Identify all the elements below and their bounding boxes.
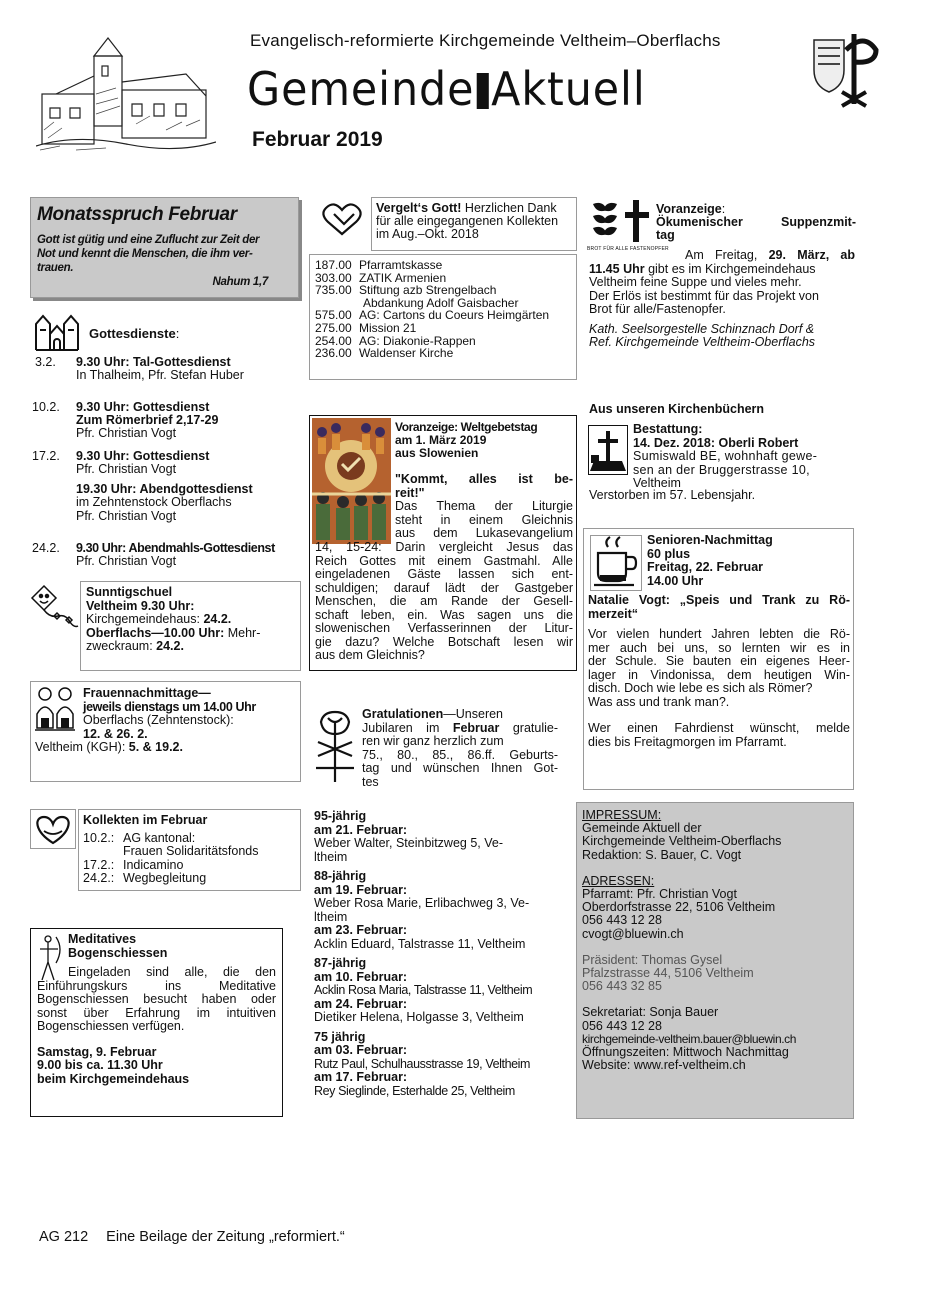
gratulationen-intro: [362, 708, 558, 789]
kollekten-item: [83, 872, 300, 886]
kite-icon: [30, 582, 80, 632]
weltgebetstag-date: am 1. März 2019: [395, 433, 487, 447]
jubilare-date: am 03. Februar:: [314, 1043, 408, 1057]
service-line: 19.30 Uhr: Abendgottesdienst: [76, 482, 253, 496]
senioren-text: [588, 628, 850, 749]
senioren-topic-line: Natalie Vogt: „Speis und Trank zu Rö-: [588, 593, 850, 607]
vergelts-amount: 275.00: [315, 320, 352, 335]
gratulationen-heading: Gratulationen: [362, 707, 444, 721]
bogen-body-line: Bogenschiessen besucht haben oder: [37, 992, 276, 1006]
suppen-date: 29. März, ab: [768, 248, 855, 262]
kirchenbuch-line: Veltheim: [633, 476, 681, 490]
praesident-line: Pfalzstrasse 44, 5106 Veltheim: [582, 966, 754, 981]
sonntagschule-heading: Sunntigschuel: [86, 585, 173, 599]
suppen-line: [589, 249, 855, 263]
gratulationen-line: [362, 722, 558, 736]
suppen-line: [589, 263, 855, 277]
title-aktuell: Aktuell: [491, 62, 646, 116]
kollekten-box: [78, 809, 301, 891]
jubilare-name: Rey Sieglinde, Esterhalde 25, Veltheim: [314, 1083, 515, 1098]
gratulationen-month: Februar: [452, 720, 500, 735]
sonntagschule-box: [80, 581, 301, 671]
senioren-line: Vor vielen hundert Jahren lebten die Rö-: [588, 627, 850, 641]
parish-name: Evangelisch-reformierte Kirchgemeinde Veltheim–Oberflachs: [250, 31, 721, 50]
senioren-topic-line: merzeit“: [588, 606, 639, 621]
vergelts-amount: 303.00: [315, 270, 352, 285]
vergelts-text: Pfarramtskasse: [359, 258, 443, 272]
vergelts-header-box: [371, 197, 577, 251]
impressum-line: Kirchgemeinde Veltheim-Oberflachs: [582, 834, 782, 849]
weltgebetstag-quote: [395, 473, 573, 500]
jubilare-name: Acklin Rosa Maria, Talstrasse 11, Veltheim: [314, 983, 533, 997]
vergelts-text: AG: Cartons du Coeurs Heimgärten: [359, 308, 550, 323]
sonntagschule-date: 24.2.: [156, 639, 184, 653]
title-gemeinde: Gemeinde: [247, 62, 475, 116]
women-icon: [33, 684, 77, 734]
kollekten-item: [83, 832, 300, 846]
kollekten-item: [83, 845, 300, 859]
impressum-box: [576, 802, 854, 1119]
weltgebetstag-line: Das Thema der Liturgie: [395, 499, 573, 513]
vergelts-text: Waldenser Kirche: [359, 346, 454, 361]
verse-line: trauen.: [37, 262, 74, 274]
weltgebetstag-artwork: [312, 418, 391, 544]
bogen-heading: Meditatives: [68, 932, 137, 946]
service-line: im Zehntenstock Oberflachs: [76, 495, 232, 509]
senioren-line: Was ass und trank man?.: [588, 694, 730, 709]
suppen-line: Brot für alle/Fastenopfer.: [589, 302, 726, 316]
kollekten-date: 17.2.:: [83, 857, 115, 872]
weltgebetstag-box: [309, 415, 577, 671]
recycle-hands-icon: [318, 198, 370, 242]
church-icon: [34, 314, 80, 352]
weltgebetstag-body-top: [395, 500, 573, 541]
bogen-body-line: Eingeladen sind alle, die den: [68, 965, 276, 979]
sonntagschule-text: Mehr-: [224, 625, 261, 640]
gottesdienste-title: Gottesdienste: [89, 326, 176, 341]
kollekten-text: AG kantonal:: [123, 830, 196, 845]
title-bar: [476, 73, 488, 109]
bogen-heading: Bogenschiessen: [68, 945, 168, 960]
jubilare-name: Rutz Paul, Schulhausstrasse 19, Veltheim: [314, 1056, 531, 1071]
senioren-sub: 60 plus: [647, 546, 691, 561]
verse-line: Not und kennt die Menschen, die ihm ver-: [37, 248, 253, 260]
sekretariat-phone: 056 443 12 28: [582, 1018, 662, 1033]
monatsspruch-box: [30, 197, 299, 298]
jubilare-name: Weber Rosa Marie, Erlibachweg 3, Ve-: [314, 896, 530, 910]
newsletter-title: [247, 64, 646, 114]
frauen-line: jeweils dienstags um 14.00 Uhr: [83, 699, 256, 714]
jubilare-name: Acklin Eduard, Talstrasse 11, Veltheim: [314, 936, 526, 951]
vergelts-intro: Herzlichen Dank: [461, 201, 557, 215]
sonntagschule-line: [86, 640, 300, 654]
bogen-when: beim Kirchgemeindehaus: [37, 1071, 190, 1086]
weltgebetstag-line: aus dem Lukasevangelium: [395, 526, 573, 540]
sekretariat-website[interactable]: Website: www.ref-veltheim.ch: [582, 1058, 746, 1073]
pfarramt-email[interactable]: cvogt@bluewin.ch: [582, 926, 684, 941]
kollekten-item: [83, 859, 300, 873]
gottesdienste-colon: :: [175, 326, 180, 341]
jubilare-list: [314, 810, 560, 1098]
pfarramt-line: Oberdorfstrasse 22, 5106 Veltheim: [582, 900, 776, 915]
jubilare-name: ltheim: [314, 849, 348, 864]
frauen-line: Oberflachs (Zehntenstock):: [83, 713, 234, 727]
kirchenbuch-heading: Aus unseren Kirchenbüchern: [589, 402, 765, 416]
monatsspruch-reference: Nahum 1,7: [212, 276, 268, 288]
sonntagschule-place: Oberflachs—10.00 Uhr:: [86, 625, 225, 640]
vergelts-list-box: [309, 254, 577, 380]
jubilare-date: am 24. Februar:: [314, 996, 408, 1011]
senioren-box: [583, 528, 854, 790]
service-line: Zum Römerbrief 2,17-29: [76, 413, 219, 427]
service-line: Pfr. Christian Vogt: [76, 426, 177, 440]
frauen-dates: 5. & 19.2.: [128, 740, 183, 754]
frauen-heading: Frauennachmittage—: [83, 686, 211, 700]
kirchenbuch-line: sen an der Bruggerstrasse 10,: [633, 462, 810, 477]
jubilare-age: 95-jährig: [314, 809, 367, 823]
sekretariat-line: Sekretariat: Sonja Bauer: [582, 1005, 719, 1020]
suppen-line: Der Erlös ist bestimmt für das Projekt von: [589, 288, 819, 303]
senioren-title: Senioren-Nachmittag: [647, 533, 773, 547]
gratulationen-text: gratulie-: [499, 720, 558, 735]
kollekten-date: 24.2.:: [83, 871, 115, 885]
issue-month: Februar 2019: [252, 128, 383, 151]
bogen-when: 9.00 bis ca. 11.30 Uhr: [37, 1058, 163, 1072]
vergelts-line: im Aug.–Okt. 2018: [376, 227, 479, 241]
weltgebetstag-quote-line: "Kommt, alles ist be-: [395, 472, 573, 486]
jubilare-age: 88-jährig: [314, 869, 367, 883]
senioren-line: der Schule. Sie bauten ein eigenes Heer-: [588, 654, 850, 668]
vergelts-amount: 735.00: [315, 283, 352, 298]
weltgebetstag-title: Voranzeige: Weltgebetstag: [395, 420, 538, 434]
monatsspruch-heading: Monatsspruch Februar: [37, 204, 237, 225]
bogen-when: Samstag, 9. Februar: [37, 1044, 157, 1059]
pfarramt-line: Pfarramt: Pfr. Christian Vogt: [582, 887, 737, 902]
vergelts-item: [315, 347, 576, 360]
service-line: Pfr. Christian Vogt: [76, 509, 177, 523]
kirchenbuch-line: Sumiswald BE, wohnhaft gewe-: [633, 449, 818, 463]
suppen-body: [589, 249, 855, 350]
senioren-time: 14.00 Uhr: [647, 573, 704, 588]
suppen-colon: :: [721, 202, 726, 216]
vergelts-heading: Vergelt‘s Gott!: [376, 201, 462, 215]
senioren-line: lager in Vindonissa, dem heutigen Win-: [588, 667, 850, 682]
frauen-box: [30, 681, 301, 782]
pfarramt-phone: 056 443 12 28: [582, 913, 662, 928]
senioren-line: mer auch bei uns, so lernten wir es in: [588, 640, 850, 655]
service-date: 3.2.: [35, 355, 56, 369]
archer-icon: [34, 933, 62, 985]
footer-code: AG 212: [39, 1229, 89, 1245]
adressen-heading: ADRESSEN:: [582, 873, 655, 888]
kollekten-text: Indicamino: [123, 857, 184, 872]
jubilare-date: am 19. Februar:: [314, 882, 408, 897]
footer: [39, 1229, 345, 1245]
verse-line: Gott ist gütig und eine Zuflucht zur Zeit der: [37, 234, 260, 246]
weltgebetstag-line: slowenischen Verfasserinnen der Litur-: [315, 621, 573, 635]
brot-fuer-alle-text: BROT FÜR ALLE FASTENOPFER: [587, 246, 669, 252]
gratulationen-line: tes: [362, 774, 379, 789]
suppen-heading-line: tag: [656, 228, 675, 242]
jubilare-name: Dietiker Helena, Holgasse 3, Veltheim: [314, 1010, 524, 1024]
senioren-line: disch. Doch wie lebe es sich als Römer?: [588, 681, 813, 695]
suppen-text: Am Freitag,: [685, 248, 769, 262]
sekretariat-hours: Öffnungszeiten: Mittwoch Nachmittag: [582, 1045, 789, 1060]
impressum-line: Redaktion: S. Bauer, C. Vogt: [582, 847, 742, 862]
bogen-body-line: sonst über Erfahrung im intuitiven: [37, 1005, 276, 1020]
suppen-heading: [656, 203, 856, 242]
kirchenbuch-name: 14. Dez. 2018: Oberli Robert: [633, 435, 799, 450]
vergelts-item: [315, 309, 576, 322]
gratulationen-line: tag und wünschen Ihnen Got-: [362, 761, 558, 775]
impressum-line: Gemeinde Aktuell der: [582, 821, 702, 836]
sonntagschule-line: [86, 613, 300, 627]
gratulationen-line: ren wir ganz herzlich zum: [362, 734, 504, 748]
weltgebetstag-origin: aus Slowenien: [395, 446, 479, 460]
vergelts-amount: 236.00: [315, 346, 352, 361]
suppen-text: gibt es im Kirchgemeindehaus: [644, 261, 816, 276]
sonntagschule-line: [86, 627, 300, 641]
suppen-line: Veltheim feine Suppe und vieles mehr.: [589, 275, 802, 289]
jubilare-date: am 23. Februar:: [314, 923, 408, 937]
suppen-time: 11.45 Uhr: [589, 261, 645, 276]
suppen-signature: Ref. Kirchgemeinde Veltheim-Oberflachs: [589, 335, 816, 349]
service-line: 9.30 Uhr: Gottesdienst: [76, 449, 210, 463]
weltgebetstag-heading: [395, 421, 537, 460]
coffee-cup-icon: [590, 535, 642, 591]
weltgebetstag-line: gie dazu? Welche Botschaft lesen wir: [315, 634, 573, 649]
praesident-phone: 056 443 32 85: [582, 979, 662, 994]
senioren-topic: [588, 594, 850, 621]
vergelts-amount: 254.00: [315, 333, 352, 348]
service-date: 24.2.: [32, 541, 60, 555]
vergelts-amount: 575.00: [315, 308, 352, 323]
service-date: 17.2.: [32, 449, 60, 463]
service-line: 9.30 Uhr: Abendmahls-Gottesdienst: [76, 541, 275, 555]
service-line: In Thalheim, Pfr. Stefan Huber: [76, 368, 244, 382]
vergelts-text: Abdankung Adolf Gaisbacher: [363, 295, 519, 310]
vergelts-line: für alle eingegangenen Kollekten: [376, 214, 559, 228]
gratulationen-line: [362, 708, 558, 722]
sonntagschule-line: Veltheim 9.30 Uhr:: [86, 598, 195, 613]
church-sketch-logo: [36, 34, 216, 154]
vergelts-amount: 187.00: [315, 258, 352, 272]
weltgebetstag-line: steht in einem Gleichnis: [395, 512, 573, 527]
senioren-heading: [647, 534, 773, 588]
sonntagschule-text: zweckraum:: [86, 639, 157, 653]
footer-text: Eine Beilage der Zeitung „reformiert.“: [106, 1229, 345, 1245]
service-line: 9.30 Uhr: Gottesdienst: [76, 400, 210, 414]
frauen-dates: 12. & 26. 2.: [83, 726, 148, 741]
service-line: Pfr. Christian Vogt: [76, 554, 177, 568]
suppen-heading-line: Ökumenischer Suppenzmit-: [656, 215, 856, 229]
service-line: Pfr. Christian Vogt: [76, 462, 177, 476]
heart-hands-icon: [30, 809, 76, 849]
monatsspruch-verse: [37, 233, 292, 275]
gratulationen-text: Jubilaren im: [362, 720, 453, 735]
weltgebetstag-line: 14, 15-24: Darin vergleicht Jesus das: [315, 540, 573, 554]
weltgebetstag-line: aus dem Gleichnis?: [315, 648, 425, 662]
coat-of-arms-icon: [806, 28, 886, 110]
kollekten-text: Wegbegleitung: [123, 871, 207, 885]
service-date: 10.2.: [32, 400, 60, 414]
bogen-body-line: Einführungskurs ins Meditative: [37, 978, 276, 993]
weltgebetstag-line: schaft leben, ein. Was sagen uns die: [315, 607, 573, 622]
gratulationen-line: 75., 80., 85., 86.ff. Geburts-: [362, 747, 558, 762]
weltgebetstag-quote-line: reit!": [395, 485, 425, 500]
service-line: 9.30 Uhr: Tal-Gottesdienst: [76, 355, 231, 369]
senioren-date: Freitag, 22. Februar: [647, 560, 764, 574]
sonntagschule-place: Kirchgemeindehaus:: [86, 612, 204, 626]
gratulationen-intro-text: —Unseren: [443, 707, 504, 721]
jubilare-age: 75 jährig: [314, 1029, 366, 1044]
jubilare-date: am 10. Februar:: [314, 969, 408, 984]
kirchenbuch-label: Bestattung:: [633, 422, 703, 436]
vergelts-text: ZATIK Armenien: [359, 270, 447, 285]
kollekten-heading: Kollekten im Februar: [83, 813, 208, 827]
bogen-body: [37, 966, 276, 1034]
kollekten-list: [83, 832, 300, 886]
kollekten-date: 10.2.:: [83, 830, 115, 845]
sekretariat-email[interactable]: kirchgemeinde-veltheim.bauer@bluewin.ch: [582, 1031, 797, 1046]
jubilare-date: am 17. Februar:: [314, 1070, 408, 1084]
kirchenbuch-entry: [633, 423, 855, 491]
kirchenbuch-note: Verstorben im 57. Lebensjahr.: [589, 488, 756, 502]
weltgebetstag-line: schuldigen; darauf lädt der Gastgeber: [315, 580, 573, 595]
gottesdienste-heading: [89, 327, 179, 341]
frauen-place: Veltheim (KGH):: [35, 740, 129, 754]
bogen-body-line: Bogenschiessen verfügen.: [37, 1019, 185, 1033]
suppen-label: Voranzeige: [656, 202, 722, 216]
weltgebetstag-body-bottom: [315, 541, 573, 663]
sonntagschule-date: 24.2.: [203, 612, 232, 626]
senioren-line: dies bis Freitagmorgen im Pfarramt.: [588, 734, 787, 749]
vergelts-text: Stiftung azb Strengelbach: [359, 283, 497, 298]
vergelts-text: Mission 21: [359, 320, 417, 335]
grave-cross-icon: [588, 425, 628, 475]
senioren-line: Wer einen Fahrdienst wünscht, melde: [588, 721, 850, 735]
rose-icon: [312, 708, 358, 784]
bogen-box: [30, 928, 283, 1117]
jubilare-name: ltheim: [314, 909, 348, 924]
kollekten-text: Frauen Solidaritätsfonds: [123, 844, 259, 858]
weltgebetstag-line: eingeladenen Gäste lassen sich ent-: [315, 567, 573, 581]
jubilare-date: am 21. Februar:: [314, 822, 408, 837]
jubilare-age: 87-jährig: [314, 956, 367, 970]
weltgebetstag-line: Reich Gottes mit einem Gastmahl. Alle: [315, 553, 573, 568]
impressum-heading: IMPRESSUM:: [582, 808, 662, 822]
praesident-line: Präsident: Thomas Gysel: [582, 952, 723, 967]
suppen-signature: Kath. Seelsorgestelle Schinznach Dorf &: [589, 321, 815, 336]
vergelts-text: AG: Diakonie-Rappen: [359, 333, 476, 348]
weltgebetstag-line: Menschen, die am Rande der Gesell-: [315, 594, 573, 608]
jubilare-name: Weber Walter, Steinbitzweg 5, Ve-: [314, 836, 503, 850]
frauen-line: [35, 741, 300, 755]
